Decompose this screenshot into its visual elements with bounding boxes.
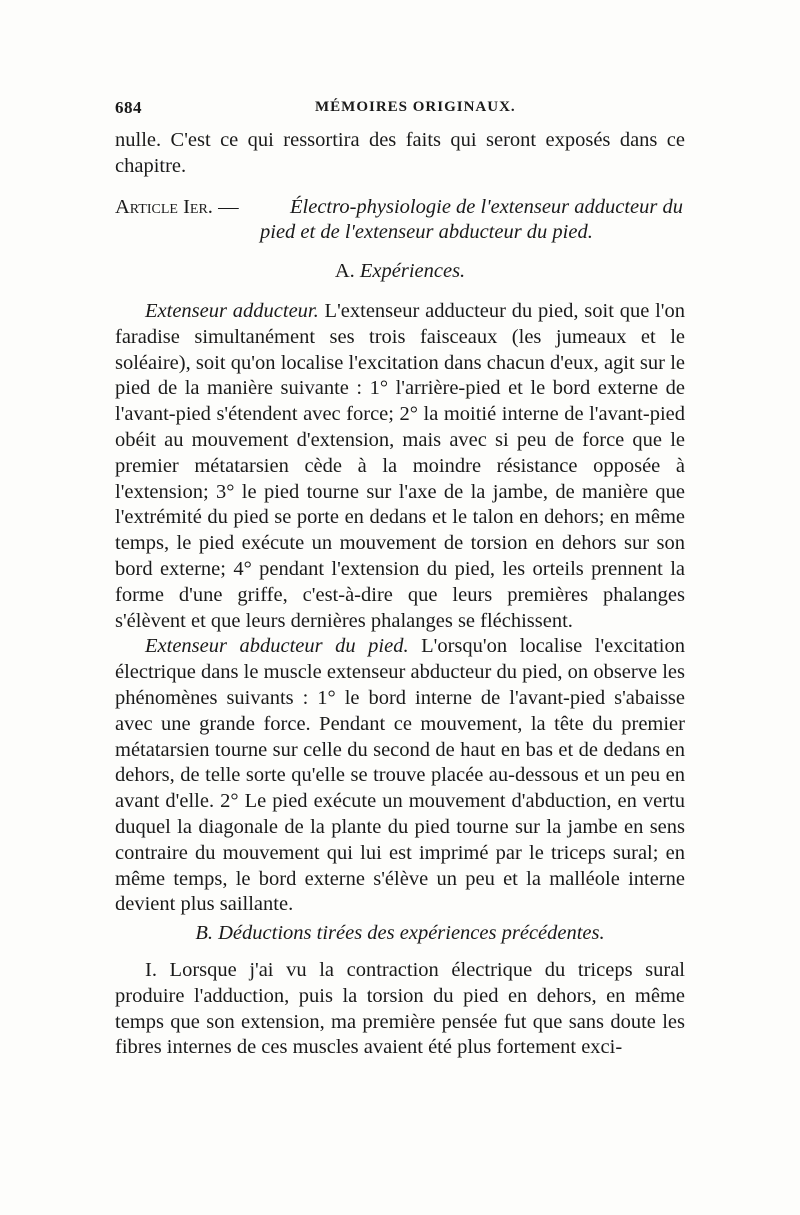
- paragraph-2-text: L'orsqu'on localise l'excitation électrique dans le muscle extenseur abducteur du pied, on observe les phénomènes suivants : 1° le bord interne de l'avant-pied s'abaisse avec une grande force. Pendant ce mouvement, la tête du premier métatarsien tourne sur celle du second de haut en bas et de dedans en dehors, de telle sorte qu'elle se trouve placée au-dessous et un peu en avant d'elle. 2° Le pied exécute un mouvement d'abduction, en vertu duquel la diagonale de la plante du pied tourne sur la jambe en sens contraire du mouvement qui lui est imprimé par le triceps sural; en même temps, le bord externe s'élève un peu et la malléole interne devient plus saillante.: [115, 635, 685, 916]
- paragraph-1-lead: Extenseur adducteur.: [145, 299, 319, 322]
- section-heading-a: [115, 259, 685, 285]
- article-title-line-2: pied et de l'extenseur abducteur du pied.: [260, 221, 593, 244]
- body-text: [115, 128, 685, 1061]
- section-heading-b: [115, 921, 685, 947]
- page-number: 684: [115, 98, 142, 117]
- article-title-line-1: Électro-physiologie de l'extenseur adducteur du: [290, 195, 684, 218]
- continuation-paragraph: nulle. C'est ce qui ressortira des faits qui seront exposés dans ce chapitre.: [115, 129, 685, 177]
- article-label: [115, 195, 239, 221]
- paragraph-deductions: I. Lorsque j'ai vu la contraction électrique du triceps sural produire l'adduction, puis la torsion du pied en dehors, en même temps que son extension, ma première pensée fut que sans doute les fibres internes de ces muscles avaient été plus fortement exci-: [115, 958, 685, 1059]
- section-b-label: B.: [195, 922, 219, 945]
- paragraph-extenseur-abducteur: [115, 634, 685, 918]
- paragraph-2-lead: Extenseur abducteur du pied.: [145, 635, 409, 658]
- section-a-title: Expériences.: [359, 260, 466, 283]
- article-label-text: Article Ier.: [115, 195, 213, 218]
- article-dash: —: [212, 195, 239, 218]
- running-head: [115, 98, 685, 128]
- section-a-label: A.: [334, 260, 360, 283]
- article-heading: [115, 195, 685, 247]
- running-title: MÉMOIRES ORIGINAUX.: [315, 99, 516, 115]
- paragraph-1-text: L'extenseur adducteur du pied, soit que l'on faradise simultanément ses trois faisceaux (les jumeaux et le soléaire), soit qu'on localise l'excitation dans chacun d'eux, agit sur le pied de la manière suivante : 1° l'arrière-pied et le bord externe de l'avant-pied s'étendent avec force; 2° la moitié interne de l'avant-pied obéit au mouvement d'extension, mais avec si peu de force que le premier métatarsien cède à la moindre résistance opposée à l'extension; 3° le pied tourne sur l'axe de la jambe, de manière que l'extrémité du pied se porte en dedans et le talon en dehors; en même temps, le pied exécute un mouvement de torsion en dehors sur son bord externe; 4° pendant l'extension du pied, les orteils prennent la forme d'une griffe, c'est-à-dire que leurs premières phalanges s'élèvent et que leurs dernières phalanges se fléchissent.: [115, 299, 685, 632]
- paragraph-extenseur-adducteur: [115, 299, 685, 634]
- section-b-title: Déductions tirées des expériences précédentes.: [218, 922, 605, 945]
